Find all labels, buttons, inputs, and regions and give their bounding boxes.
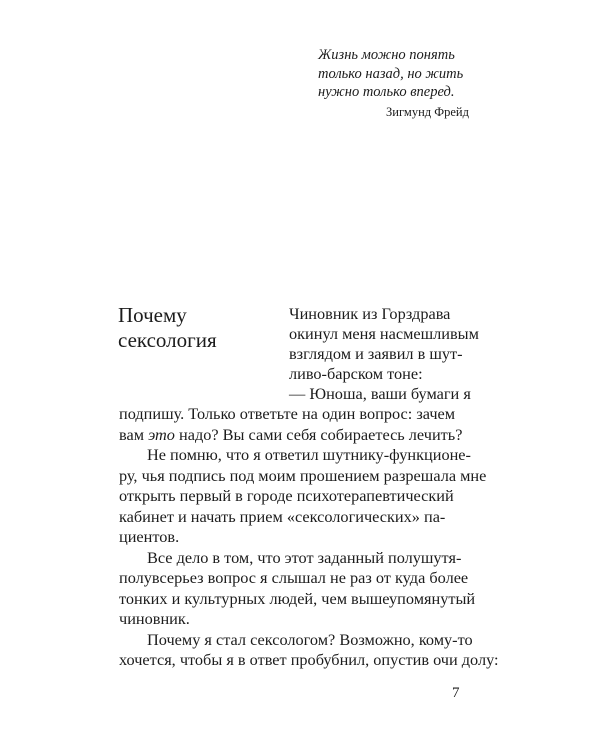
text-line: открыть первый в городе психотерапевтический bbox=[119, 486, 454, 505]
text-run: надо? Вы сами себя собираетесь лечить? bbox=[174, 425, 463, 444]
text-line: — Юноша, ваши бумаги я bbox=[289, 384, 471, 403]
text-line: Почему я стал сексологом? Возможно, кому-то bbox=[147, 630, 473, 649]
epigraph-line: Жизнь можно понять bbox=[318, 47, 455, 63]
text-line: полувсерьез вопрос я слышал не раз от куда более bbox=[119, 568, 469, 587]
epigraph-line: нужно только вперед. bbox=[318, 84, 455, 100]
text-line: ливо-барском тоне: bbox=[289, 364, 423, 383]
emphasis-text: это bbox=[148, 425, 175, 444]
text-line: чиновник. bbox=[119, 609, 190, 628]
text-line: кабинет и начать прием «сексологических» па- bbox=[119, 507, 446, 526]
text-line bbox=[119, 425, 462, 445]
text-line: тонких и культурных людей, чем вышеупомянутый bbox=[119, 589, 476, 608]
text-line: циентов. bbox=[119, 527, 180, 546]
text-line: Не помню, что я ответил шутнику-функционе- bbox=[147, 445, 471, 464]
epigraph bbox=[318, 46, 488, 102]
epigraph-author: Зигмунд Фрейд bbox=[386, 105, 469, 119]
text-line: окинул меня насмешливым bbox=[289, 324, 479, 343]
text-line: хочется, чтобы я в ответ пробубнил, опустив очи долу: bbox=[119, 650, 499, 669]
page-number: 7 bbox=[452, 685, 460, 701]
section-title-line: Почему bbox=[118, 303, 187, 327]
text-line: Все дело в том, что этот заданный полушутя- bbox=[147, 548, 462, 567]
section-title bbox=[118, 303, 268, 352]
text-run: вам bbox=[119, 425, 149, 444]
epigraph-line: только назад, но жить bbox=[318, 65, 464, 82]
text-line: ру, чья подпись под моим прошением разрешала мне bbox=[119, 466, 487, 485]
text-line: подпишу. Только ответьте на один вопрос: зачем bbox=[119, 404, 456, 423]
text-line: взглядом и заявил в шут- bbox=[289, 344, 463, 363]
text-line: Чиновник из Горздрава bbox=[289, 304, 451, 323]
section-title-line: сексология bbox=[118, 327, 217, 352]
